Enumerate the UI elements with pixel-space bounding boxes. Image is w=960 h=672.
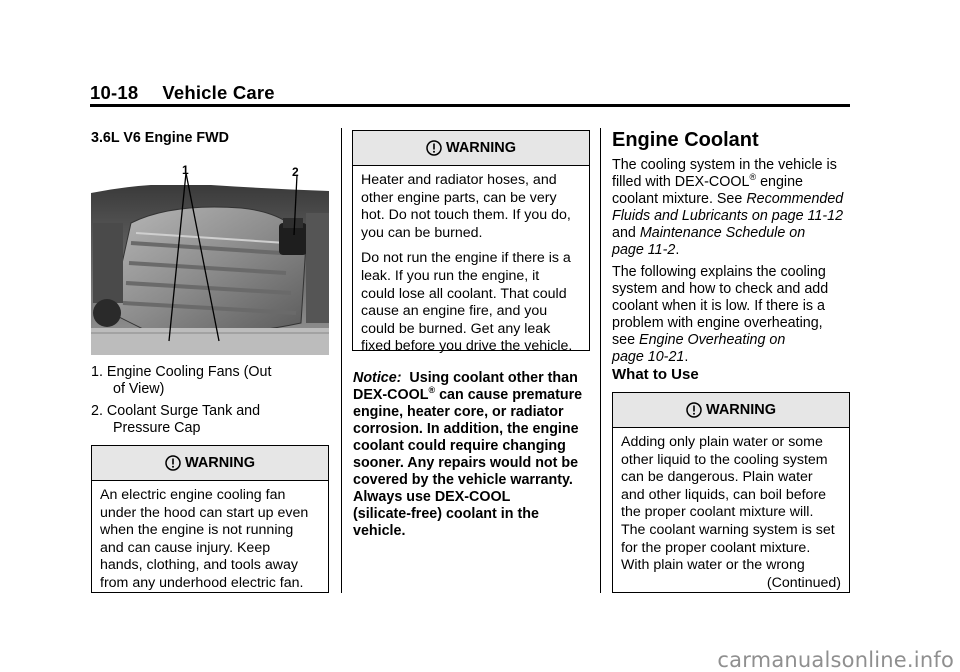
notice-label: Notice: (353, 370, 402, 386)
page-header (90, 82, 275, 104)
warning-box-water: WARNING Adding only plain water or some other liquid to the cooling system can be dangerous. Plain water and other liquids, can boil before the proper coolant mixture will. The coolant warning system is set for the proper coolant mixture. With plain water or the wrong (Continued) (612, 392, 850, 593)
link-maintenance-schedule-page[interactable]: page 11-2 (612, 242, 676, 258)
intro-paragraph: The cooling system in the vehicle is filled with DEX-COOL® engine coolant mixture. See Recommended Fluids and Lubricants on page 11-12 and Maintenance Schedule on page 11-2. (612, 157, 857, 259)
callout-2: 2 (292, 165, 299, 179)
continued-label: (Continued) (766, 574, 841, 591)
warning-header: WARNING (613, 393, 849, 428)
list-item: 2. Coolant Surge Tank and Pressure Cap (91, 403, 261, 436)
warning-header: WARNING (92, 446, 328, 481)
figure-caption: 3.6L V6 Engine FWD (91, 130, 229, 146)
explanation-paragraph: The following explains the cooling system and how to check and add coolant when it is low. If there is a problem with engine overheating, see Engine Overheating on page 10-21. (612, 264, 829, 365)
list-item: 1. Engine Cooling Fans (Out of View) (91, 364, 272, 397)
section-title: Vehicle Care (162, 82, 275, 103)
warning-box-hoses (352, 130, 590, 355)
link-recommended-fluids-cont[interactable]: Fluids and Lubricants on page 11-12 (612, 208, 844, 224)
warning-box-fan: WARNING An electric engine cooling fan under the hood can start up even when the engine is not running and can cause injury. Keep hands, clothing, and tools away from any underhood electric fan. (91, 445, 329, 593)
column-divider-left (341, 128, 342, 593)
engine-photo (91, 163, 329, 355)
callout-1: 1 (182, 163, 189, 177)
header-rule (90, 104, 850, 107)
warning-header: WARNING (353, 131, 589, 166)
column-divider-right (600, 128, 601, 593)
link-recommended-fluids[interactable]: Recommended (746, 191, 844, 207)
warning-icon (686, 402, 702, 418)
link-engine-overheating[interactable]: Engine Overheating on (639, 332, 786, 348)
engine-figure (91, 163, 329, 355)
warning-paragraph: Do not run the engine if there is a leak. If you run the engine, it could lose all coolant. That could cause an engine fire, and you could be burned. Get any leak fixed before you drive the vehicle. (361, 250, 573, 355)
warning-paragraph: Heater and radiator hoses, and other engine parts, can be very hot. Do not touch them. If you do, you can be burned. (361, 172, 571, 241)
link-engine-overheating-page[interactable]: page 10-21 (612, 349, 685, 365)
page-number: 10-18 (90, 82, 139, 103)
warning-icon (165, 455, 181, 471)
section-heading: Engine Coolant (612, 129, 759, 151)
link-maintenance-schedule[interactable]: Maintenance Schedule on (639, 225, 806, 241)
notice-paragraph: Notice: Using coolant other than DEX-COOL® can cause premature engine, heater core, or radiator corrosion. In addition, the engine coolant could require changing sooner. Any repairs would not be covered by the vehicle warranty. Always use DEX-COOL (silicate-free) coolant in the vehicle. (353, 370, 583, 539)
warning-icon (426, 140, 442, 156)
subheading: What to Use (612, 366, 699, 383)
watermark: carmanualsonline.info (717, 648, 954, 672)
